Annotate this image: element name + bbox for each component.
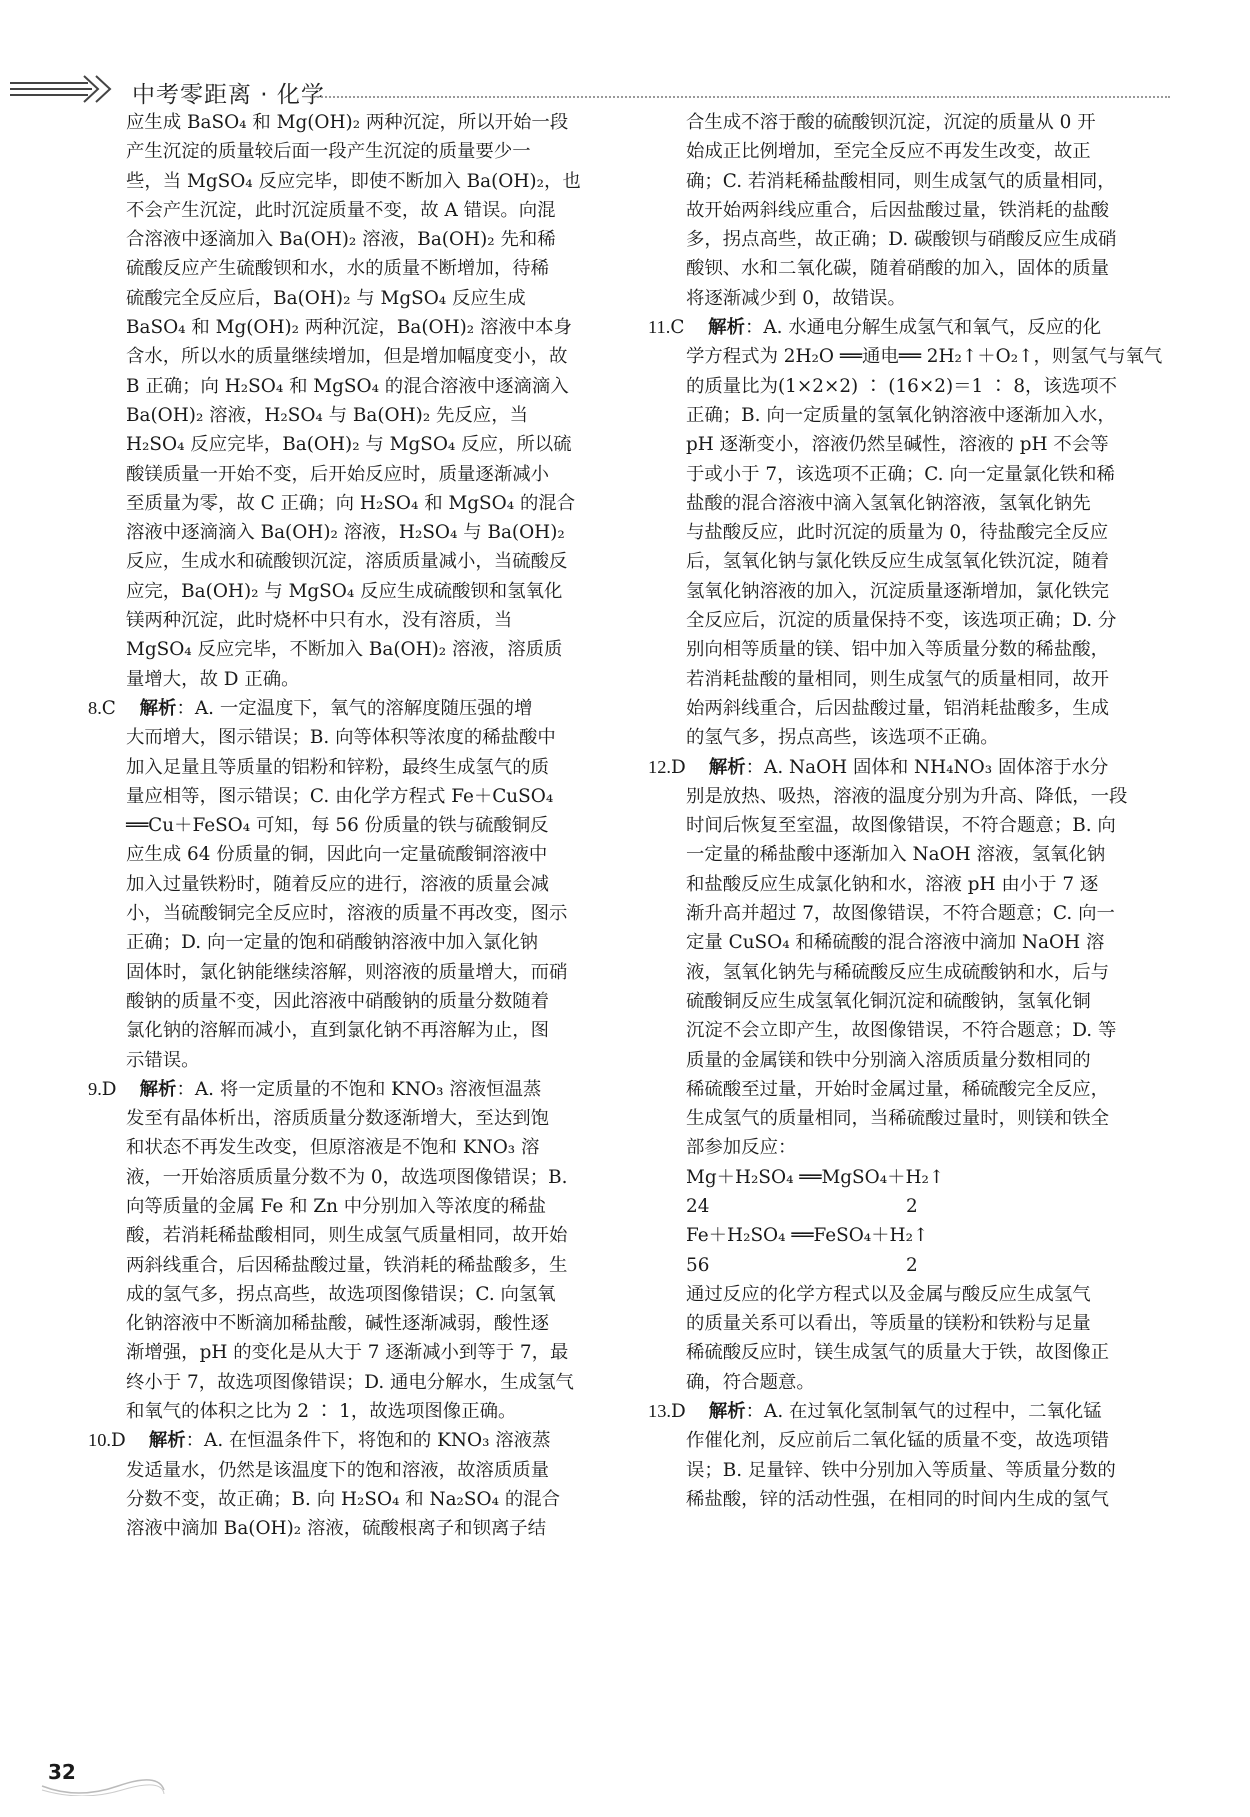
analysis-label: 解析	[139, 1078, 177, 1100]
text-line: 合溶液中逐滴加入 Ba(OH)₂ 溶液，Ba(OH)₂ 先和稀	[126, 229, 556, 251]
item-number: 11.	[648, 317, 671, 338]
text-line: ：A. 将一定质量的不饱和 KNO₃ 溶液恒温蒸	[176, 1078, 542, 1100]
answer-letter: C	[670, 317, 685, 339]
continued-text-right	[648, 108, 1188, 313]
chemical-equation: Fe＋H₂SO₄ ══FeSO₄＋H₂↑	[686, 1225, 929, 1247]
text-line: 酸，若消耗稀盐酸相同，则生成氢气质量相同，故开始	[126, 1225, 568, 1247]
item-number: 10.	[88, 1430, 111, 1451]
text-line: 通过反应的化学方程式以及金属与酸反应生成氢气	[686, 1283, 1091, 1305]
text-line: 稀硫酸反应时，镁生成氢气的质量大于铁，故图像正	[686, 1342, 1109, 1364]
text-line: 硫酸反应产生硫酸钡和水，水的质量不断增加，待稀	[126, 258, 549, 280]
text-line: 作催化剂，反应前后二氧化锰的质量不变，故选项错	[686, 1430, 1109, 1452]
chemical-equation: Mg＋H₂SO₄ ══MgSO₄＋H₂↑	[686, 1166, 945, 1188]
text-line: 氢氧化钠溶液的加入，沉淀质量逐渐增加，氯化铁完	[686, 580, 1109, 602]
text-line: 和状态不再发生改变，但原溶液是不饱和 KNO₃ 溶	[126, 1137, 540, 1159]
text-line: 合生成不溶于酸的硫酸钡沉淀，沉淀的质量从 0 开	[686, 112, 1096, 133]
text-line: 的氢气多，拐点高些，该选项不正确。	[686, 727, 999, 749]
text-line: 一定量的稀盐酸中逐渐加入 NaOH 溶液，氢氧化钠	[686, 844, 1106, 866]
page-number: 32	[48, 1760, 76, 1784]
text-line: 含水，所以水的质量继续增加，但是增加幅度变小，故	[126, 346, 568, 368]
text-line: ：A. 在恒温条件下，将饱和的 KNO₃ 溶液蒸	[185, 1430, 551, 1452]
mass-value: 56	[686, 1254, 710, 1276]
analysis-label: 解析	[708, 317, 745, 339]
text-line: pH 逐渐变小，溶液仍然呈碱性，溶液的 pH 不会等	[686, 434, 1109, 456]
text-line: 终小于 7，故选项图像错误；D. 通电分解水，生成氢气	[126, 1371, 574, 1393]
text-line: 加入过量铁粉时，随着反应的进行，溶液的质量会减	[126, 873, 549, 895]
text-line: 大而增大，图示错误；B. 向等体积等浓度的稀盐酸中	[126, 727, 556, 749]
text-line: 故开始两斜线应重合，后因盐酸过量，铁消耗的盐酸	[686, 199, 1109, 221]
text-line: 于或小于 7，该选项不正确；C. 向一定量氯化铁和稀	[686, 463, 1115, 485]
double-arrow-icon	[10, 74, 120, 104]
text-line: 和盐酸反应生成氯化钠和水，溶液 pH 由小于 7 逐	[686, 873, 1099, 895]
text-line: 与盐酸反应，此时沉淀的质量为 0，待盐酸完全反应	[686, 522, 1109, 544]
text-line: 反应，生成水和硫酸钡沉淀，溶质质量减小，当硫酸反	[126, 551, 568, 573]
text-line: 的质量关系可以看出，等质量的镁粉和铁粉与足量	[686, 1313, 1091, 1335]
text-line: 产生沉淀的质量较后面一段产生沉淀的质量要少一	[126, 141, 531, 163]
text-line: 盐酸的混合溶液中滴入氢氧化钠溶液，氢氧化钠先	[686, 492, 1091, 514]
analysis-label: 解析	[708, 756, 746, 778]
page-header	[10, 70, 1170, 110]
text-line: 和氧气的体积之比为 2 ∶ 1，故选项图像正确。	[126, 1401, 517, 1423]
text-line: 应完，Ba(OH)₂ 与 MgSO₄ 反应生成硫酸钡和氢氧化	[126, 580, 563, 602]
text-line: H₂SO₄ 反应完毕，Ba(OH)₂ 与 MgSO₄ 反应，所以硫	[126, 434, 572, 456]
mass-ratio-row	[686, 1251, 1188, 1280]
text-line: 溶液中滴加 Ba(OH)₂ 溶液，硫酸根离子和钡离子结	[126, 1518, 547, 1540]
answer-item-8	[88, 694, 628, 1075]
text-line: 多，拐点高些，故正确；D. 碳酸钡与硝酸反应生成硝	[686, 229, 1117, 251]
text-line: 两斜线重合，后因稀盐酸过量，铁消耗的稀盐酸多，生	[126, 1254, 568, 1276]
text-line: 后，氢氧化钠与氯化铁反应生成氢氧化铁沉淀，随着	[686, 551, 1109, 573]
text-line: 时间后恢复至室温，故图像错误，不符合题意；B. 向	[686, 815, 1116, 837]
answer-item-13	[648, 1397, 1188, 1514]
answer-item-10	[88, 1426, 628, 1543]
text-line: 液，氢氧化钠先与稀硫酸反应生成硫酸钠和水，后与	[686, 961, 1109, 983]
text-line: 的质量比为(1×2×2) ∶ (16×2)＝1 ∶ 8，该选项不	[686, 375, 1117, 397]
text-line: 发至有晶体析出，溶质质量分数逐渐增大，至达到饱	[126, 1108, 549, 1130]
text-line: 酸钠的质量不变，因此溶液中硝酸钠的质量分数随着	[126, 990, 549, 1012]
text-line: 全反应后，沉淀的质量保持不变，该选项正确；D. 分	[686, 610, 1117, 632]
mass-value: 2	[906, 1254, 918, 1276]
text-line: 正确；B. 向一定质量的氢氧化钠溶液中逐渐加入水，	[686, 404, 1116, 426]
answer-item-12	[648, 753, 1188, 1398]
text-line: 化钠溶液中不断滴加稀盐酸，碱性逐渐减弱，酸性逐	[126, 1313, 549, 1335]
text-line: BaSO₄ 和 Mg(OH)₂ 两种沉淀，Ba(OH)₂ 溶液中本身	[126, 317, 572, 339]
text-line: ：A. 一定温度下，氧气的溶解度随压强的增	[176, 697, 533, 719]
text-line: 不会产生沉淀，此时沉淀质量不变，故 A 错误。向混	[126, 199, 556, 221]
text-line: 应生成 64 份质量的铜，因此向一定量硫酸铜溶液中	[126, 844, 548, 866]
header-rule	[310, 96, 1170, 98]
text-line: 加入足量且等质量的铝粉和锌粉，最终生成氢气的质	[126, 756, 549, 778]
text-line: 部参加反应：	[686, 1137, 797, 1159]
mass-ratio-row	[686, 1192, 1188, 1221]
text-line: 硫酸完全反应后，Ba(OH)₂ 与 MgSO₄ 反应生成	[126, 287, 526, 309]
text-line: 酸镁质量一开始不变，后开始反应时，质量逐渐减小	[126, 463, 549, 485]
analysis-label: 解析	[148, 1430, 186, 1452]
text-line: 误；B. 足量锌、铁中分别加入等质量、等质量分数的	[686, 1459, 1116, 1481]
header-title: 中考零距离 · 化学	[132, 82, 325, 108]
text-line: 镁两种沉淀，此时烧杯中只有水，没有溶质，当	[126, 610, 513, 632]
analysis-label: 解析	[708, 1401, 746, 1423]
text-line: 固体时，氯化钠能继续溶解，则溶液的质量增大，而硝	[126, 961, 568, 983]
text-line: 稀盐酸，锌的活动性强，在相同的时间内生成的氢气	[686, 1488, 1109, 1510]
text-line: Ba(OH)₂ 溶液，H₂SO₄ 与 Ba(OH)₂ 先反应，当	[126, 404, 528, 426]
text-line: 量应相等，图示错误；C. 由化学方程式 Fe＋CuSO₄	[126, 785, 554, 807]
text-line: ══Cu＋FeSO₄ 可知，每 56 份质量的铁与硫酸铜反	[126, 815, 549, 837]
text-line: 沉淀不会立即产生，故图像错误，不符合题意；D. 等	[686, 1020, 1117, 1042]
text-line: 稀硫酸至过量，开始时金属过量，稀硫酸完全反应，	[686, 1078, 1109, 1100]
right-column	[648, 108, 1188, 1514]
text-line: 硫酸铜反应生成氢氧化铜沉淀和硫酸钠，氢氧化铜	[686, 990, 1091, 1012]
text-line: 正确；D. 向一定量的饱和硝酸钠溶液中加入氯化钠	[126, 932, 538, 954]
answer-letter: D	[111, 1430, 126, 1452]
left-column	[88, 108, 628, 1544]
answer-letter: D	[101, 1078, 117, 1100]
analysis-label: 解析	[139, 697, 177, 719]
text-line: 若消耗盐酸的量相同，则生成氢气的质量相同，故开	[686, 668, 1109, 690]
text-line: 渐升高并超过 7，故图像错误，不符合题意；C. 向一	[686, 903, 1115, 925]
item-number: 13.	[648, 1401, 671, 1422]
text-line: 始两斜线重合，后因盐酸过量，铝消耗盐酸多，生成	[686, 697, 1109, 719]
text-line: 溶液中逐滴滴入 Ba(OH)₂ 溶液，H₂SO₄ 与 Ba(OH)₂	[126, 522, 565, 544]
text-line: 渐增强，pH 的变化是从大于 7 逐渐减小到等于 7，最	[126, 1342, 569, 1364]
answer-item-11	[648, 313, 1188, 752]
answer-item-9	[88, 1075, 628, 1427]
text-line: 量增大，故 D 正确。	[126, 668, 300, 690]
mass-value: 24	[686, 1195, 710, 1217]
text-line: B 正确；向 H₂SO₄ 和 MgSO₄ 的混合溶液中逐滴滴入	[126, 375, 569, 397]
text-line: 别向相等质量的镁、铝中加入等质量分数的稀盐酸，	[686, 639, 1109, 661]
text-line: 成的氢气多，拐点高些，故选项图像错误；C. 向氢氧	[126, 1283, 556, 1305]
item-number: 12.	[648, 756, 671, 777]
text-line: 应生成 BaSO₄ 和 Mg(OH)₂ 两种沉淀，所以开始一段	[126, 112, 569, 133]
text-line: 分数不变，故正确；B. 向 H₂SO₄ 和 Na₂SO₄ 的混合	[126, 1488, 560, 1510]
text-line: ：A. 在过氧化氢制氧气的过程中，二氧化锰	[745, 1401, 1102, 1423]
text-line: 将逐渐减少到 0，故错误。	[686, 287, 906, 309]
text-line: 氯化钠的溶解而减小，直到氯化钠不再溶解为止，图	[126, 1020, 549, 1042]
text-line: 至质量为零，故 C 正确；向 H₂SO₄ 和 MgSO₄ 的混合	[126, 492, 576, 514]
answer-letter: C	[101, 697, 116, 719]
text-line: 液，一开始溶质质量分数不为 0，故选项图像错误；B.	[126, 1166, 568, 1188]
mass-value: 2	[906, 1195, 918, 1217]
item-number: 8.	[88, 697, 102, 718]
text-line: 向等质量的金属 Fe 和 Zn 中分别加入等浓度的稀盐	[126, 1195, 547, 1217]
text-line: 示错误。	[126, 1049, 200, 1071]
text-line: 定量 CuSO₄ 和稀硫酸的混合溶液中滴加 NaOH 溶	[686, 932, 1105, 954]
answer-letter: D	[671, 1401, 686, 1423]
text-line: 质量的金属镁和铁中分别滴入溶质质量分数相同的	[686, 1049, 1091, 1071]
text-line: 确，符合题意。	[686, 1371, 815, 1393]
text-line: 生成氢气的质量相同，当稀硫酸过量时，则镁和铁全	[686, 1108, 1109, 1130]
text-line: 小，当硫酸铜完全反应时，溶液的质量不再改变，图示	[126, 903, 568, 925]
text-line: 确；C. 若消耗稀盐酸相同，则生成氢气的质量相同，	[686, 170, 1116, 192]
answer-letter: D	[671, 756, 686, 778]
text-line: 学方程式为 2H₂O ══通电══ 2H₂↑＋O₂↑，则氢气与氧气	[686, 346, 1163, 368]
text-line: ：A. NaOH 固体和 NH₄NO₃ 固体溶于水分	[745, 756, 1109, 778]
continued-text-left	[88, 108, 628, 694]
text-line: 酸钡、水和二氧化碳，随着硝酸的加入，固体的质量	[686, 258, 1109, 280]
text-line: 始成正比例增加，至完全反应不再发生改变，故正	[686, 141, 1091, 163]
item-number: 9.	[88, 1078, 102, 1099]
text-line: 些，当 MgSO₄ 反应完毕，即使不断加入 Ba(OH)₂，也	[126, 170, 581, 192]
text-line: ：A. 水通电分解生成氢气和氧气，反应的化	[744, 317, 1101, 339]
text-line: 发适量水，仍然是该温度下的饱和溶液，故溶质质量	[126, 1459, 549, 1481]
text-line: MgSO₄ 反应完毕，不断加入 Ba(OH)₂ 溶液，溶质质	[126, 639, 563, 661]
text-line: 别是放热、吸热，溶液的温度分别为升高、降低，一段	[686, 785, 1128, 807]
